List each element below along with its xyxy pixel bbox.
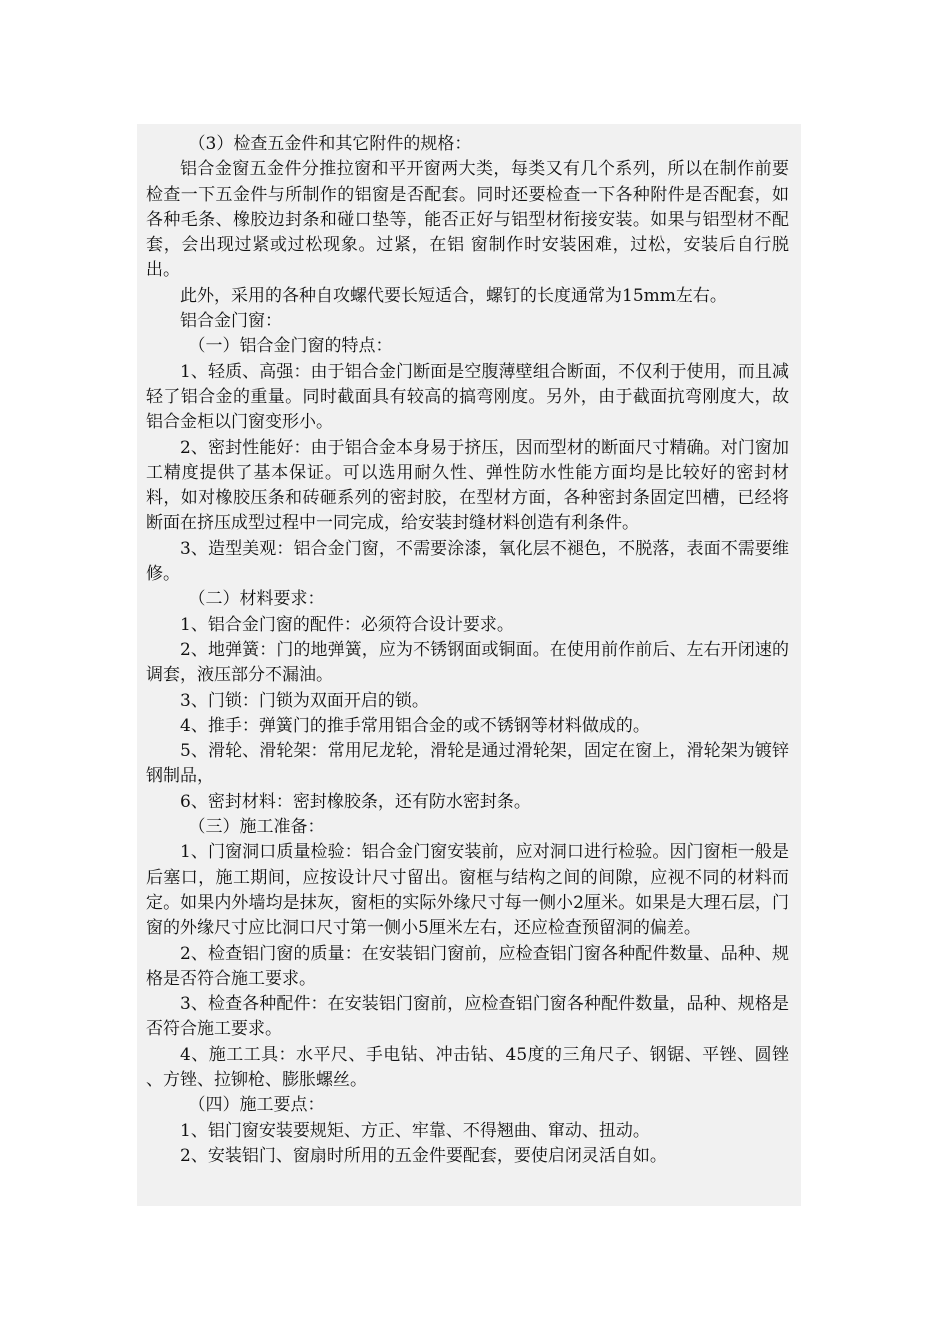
paragraph: 2、检查铝门窗的质量：在安装铝门窗前，应检查铝门窗各种配件数量、品种、规格是否符合施工要求。 — [146, 943, 789, 989]
paragraph: 3、检查各种配件：在安装铝门窗前，应检查铝门窗各种配件数量，品种、规格是否符合施工要求。 — [146, 994, 789, 1040]
paragraph: 6、密封材料：密封橡胶条，还有防水密封条。 — [180, 791, 531, 812]
paragraph: 4、施工工具：水平尺、手电钻、冲击钻、45度的三角尺子、钢锯、平锉、圆锉 、方锉、拉铆枪、膨胀螺丝。 — [146, 1044, 789, 1090]
paragraph: 3、门锁：门锁为双面开启的锁。 — [180, 690, 429, 711]
paragraph: 1、铝门窗安装要规矩、方正、牢靠、不得翘曲、窜动、扭动。 — [180, 1120, 650, 1141]
document-page — [137, 124, 801, 1206]
paragraph: 1、铝合金门窗的配件：必须符合设计要求。 — [180, 614, 514, 635]
paragraph: 此外，采用的各种自攻螺代要长短适合，螺钉的长度通常为15mm左右。 — [180, 285, 727, 306]
paragraph: 2、地弹簧：门的地弹簧，应为不锈钢面或铜面。在使用前作前后、左右开闭速的调套，液压部分不漏油。 — [146, 639, 789, 686]
paragraph: 4、推手：弹簧门的推手常用铝合金的或不锈钢等材料做成的。 — [180, 715, 650, 736]
paragraph: 5、滑轮、滑轮架：常用尼龙轮，滑轮是通过滑轮架，固定在窗上，滑轮架为镀锌钢制品， — [146, 741, 789, 787]
paragraph: 2、安装铝门、窗扇时所用的五金件要配套，要使启闭灵活自如。 — [180, 1145, 667, 1166]
paragraph: 3、造型美观：铝合金门窗，不需要涂漆，氧化层不褪色，不脱落，表面不需要维修。 — [146, 538, 789, 585]
paragraph: 铝合金窗五金件分推拉窗和平开窗两大类，每类又有几个系列，所以在制作前要检查一下五金件与所制作的铝窗是否配套。同时还要检查一下各种附件是否配套，如各种毛条、橡胶边封条和碰口垫等，能否正好与铝型材衔接安装。如果与铝型材不配套，会出现过紧或过松现象。过紧，在铝 窗制作时安装困难，过松，安装后自行脱出。 — [146, 159, 789, 281]
paragraph: 1、轻质、高强：由于铝合金门断面是空腹薄壁组合断面，不仅利于使用，而且减轻了铝合金的重量。同时截面具有较高的搞弯刚度。另外，由于截面抗弯刚度大，故铝合金柜以门窗变形小。 — [146, 361, 789, 433]
paragraph-heading: （三）施工准备： — [188, 817, 325, 838]
paragraph: 2、密封性能好：由于铝合金本身易于挤压，因而型材的断面尺寸精确。对门窗加工精度提供了基本保证。可以选用耐久性、弹性防水性能方面均是比较好的密封材料，如对橡胶压条和砖砸系列的密封胶，在型材方面，各种密封条固定凹槽，已经将断面在挤压成型过程中一同完成，给安装封缝材料创造有利条件。 — [146, 437, 789, 534]
paragraph-heading: （四）施工要点： — [188, 1095, 325, 1116]
paragraph-heading: （二）材料要求： — [188, 589, 325, 610]
paragraph-heading: 铝合金门窗： — [180, 311, 282, 332]
document-body — [146, 132, 789, 1169]
paragraph-heading: （3）检查五金件和其它附件的规格： — [188, 134, 472, 154]
paragraph: 1、门窗洞口质量检验：铝合金门窗安装前，应对洞口进行检验。因门窗柜一般是后塞口，施工期间，应按设计尺寸留出。窗框与结构之间的间隙，应视不同的材料而定。如果内外墙均是抹灰，窗柜的实际外缘尺寸每一侧小2厘米。如果是大理石层，门窗的外缘尺寸应比洞口尺寸第一侧小5厘米左右，还应检查预留洞的偏差。 — [146, 842, 789, 939]
paragraph-heading: （一）铝合金门窗的特点： — [188, 336, 393, 357]
